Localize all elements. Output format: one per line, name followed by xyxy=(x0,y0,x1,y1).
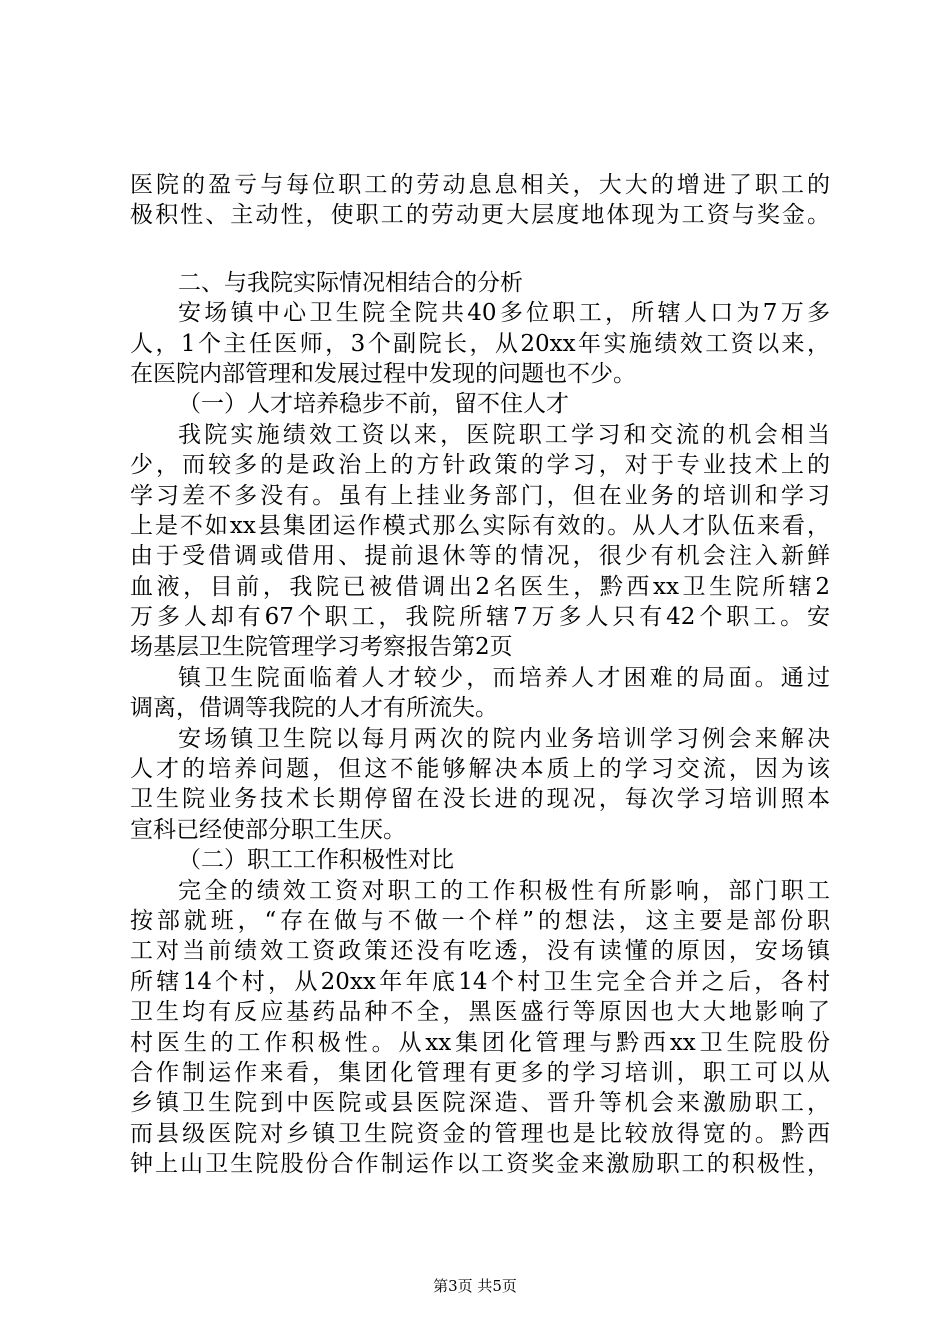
text-line: 少，而较多的是政治上的方针政策的学习，对于专业技术上的 xyxy=(130,452,830,479)
text-line: 合作制运作来看，集团化管理有更多的学习培训，职工可以从 xyxy=(130,1059,830,1086)
text-line: 卫生均有反应基药品种不全，黑医盛行等原因也大大地影响了 xyxy=(130,999,830,1026)
text-line: 乡镇卫生院到中医院或县医院深造、晋升等机会来激励职工， xyxy=(130,1090,830,1117)
text-line: （二）职工工作积极性对比 xyxy=(178,847,454,874)
text-line: 调离，借调等我院的人才有所流失。 xyxy=(130,695,498,722)
text-line: 村医生的工作积极性。从xx集团化管理与黔西xx卫生院股份 xyxy=(130,1029,830,1056)
text-line: 安场镇卫生院以每月两次的院内业务培训学习例会来解决 xyxy=(178,725,830,752)
text-line: 场基层卫生院管理学习考察报告第2页 xyxy=(130,634,513,661)
text-line: 工对当前绩效工资政策还没有吃透，没有读懂的原因，安场镇 xyxy=(130,938,830,965)
document-body xyxy=(130,170,830,1180)
text-line: 我院实施绩效工资以来，医院职工学习和交流的机会相当 xyxy=(178,421,830,448)
text-line: 极积性、主动性，使职工的劳动更大层度地体现为工资与奖金。 xyxy=(130,202,830,229)
text-line: 医院的盈亏与每位职工的劳动息息相关，大大的增进了职工的 xyxy=(130,172,830,198)
text-line: 在医院内部管理和发展过程中发现的问题也不少。 xyxy=(130,360,636,387)
text-line: 由于受借调或借用、提前退休等的情况，很少有机会注入新鲜 xyxy=(130,543,830,570)
text-line: 人，1个主任医师，3个副院长，从20xx年实施绩效工资以来， xyxy=(130,330,830,357)
text-line: 万多人却有67个职工，我院所辖7万多人只有42个职工。安 xyxy=(130,604,830,631)
text-line: （一）人才培养稳步不前，留不住人才 xyxy=(178,391,569,418)
text-line: 所辖14个村，从20xx年年底14个村卫生完全合并之后，各村 xyxy=(130,968,830,995)
text-line: 完全的绩效工资对职工的工作积极性有所影响，部门职工 xyxy=(178,877,830,904)
text-line: 安场镇中心卫生院全院共40多位职工，所辖人口为7万多 xyxy=(178,300,830,327)
text-line: 上是不如xx县集团运作模式那么实际有效的。从人才队伍来看， xyxy=(130,512,830,539)
text-line: 按部就班，“存在做与不做一个样”的想法，这主要是部份职 xyxy=(130,907,830,934)
text-line: 血液，目前，我院已被借调出2名医生，黔西xx卫生院所辖2 xyxy=(130,573,830,600)
text-line: 卫生院业务技术长期停留在没长进的现况，每次学习培训照本 xyxy=(130,786,830,813)
text-line: 学习差不多没有。虽有上挂业务部门，但在业务的培训和学习 xyxy=(130,482,830,509)
text-line: 二、与我院实际情况相结合的分析 xyxy=(178,269,523,296)
text-line: 而县级医院对乡镇卫生院资金的管理也是比较放得宽的。黔西 xyxy=(130,1120,830,1147)
text-line: 人才的培养问题，但这不能够解决本质上的学习交流，因为该 xyxy=(130,756,830,783)
text-line: 宣科已经使部分职工生厌。 xyxy=(130,816,406,843)
paragraph-gap xyxy=(130,231,830,268)
text-line: 镇卫生院面临着人才较少，而培养人才困难的局面。通过 xyxy=(178,664,830,691)
text-line: 钟上山卫生院股份合作制运作以工资奖金来激励职工的积极性， xyxy=(130,1151,830,1178)
page-footer: 第3页 共5页 xyxy=(433,1277,517,1295)
